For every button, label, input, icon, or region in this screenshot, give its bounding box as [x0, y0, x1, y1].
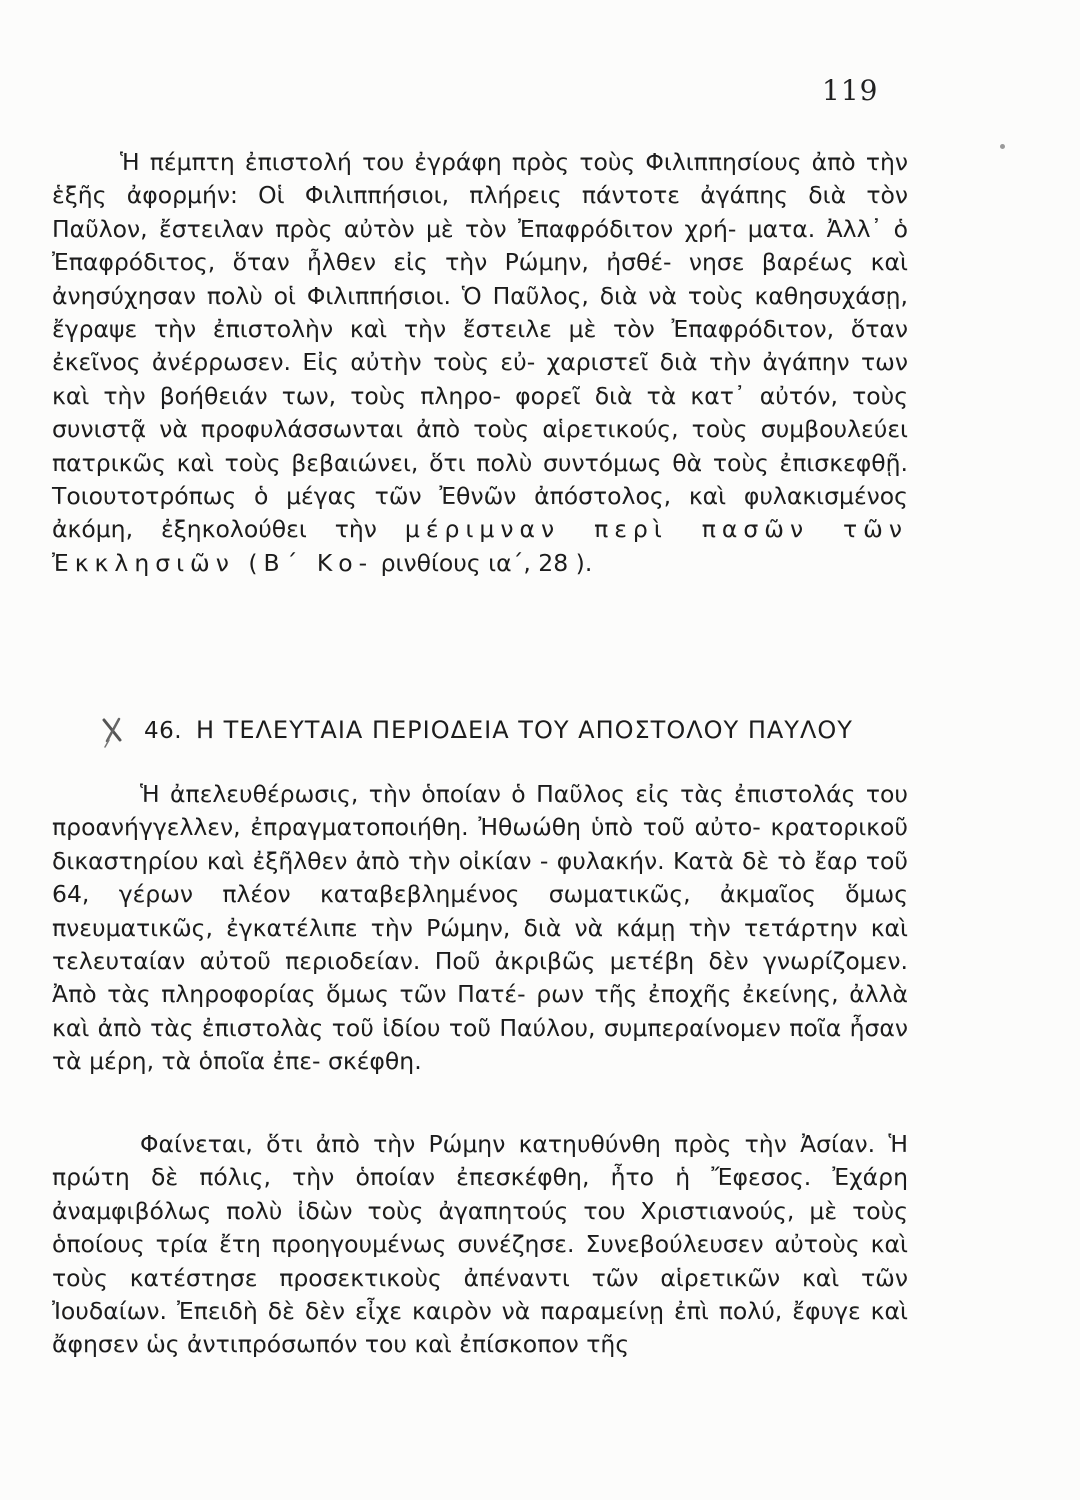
text-line: Κατὰ δὲ τὸ ἔαρ τοῦ 64, γέρων πλέον καταβεβλημένος σωματικῶς, — [52, 846, 908, 909]
section-title: Η ΤΕΛΕΥΤΑΙΑ ΠΕΡΙΟΔΕΙΑ ΤΟΥ ΑΠΟΣΤΟΛΟΥ ΠΑΥΛΟΥ — [196, 716, 853, 744]
text-line: νησε βαρέως καὶ ἀνησύχησαν πολὺ οἱ Φιλιππήσιοι. Ὁ Παῦλος, — [52, 248, 908, 310]
text-line: σκέφθη. — [327, 1047, 422, 1076]
text-line: τὴν τετάρτην καὶ τελευταίαν αὐτοῦ περιοδείαν. Ποῦ ἀκριβῶς — [52, 913, 908, 976]
paragraph-journey-asia — [52, 1128, 908, 1362]
text-line: ρινθίους ια΄, 28 ). — [380, 548, 593, 577]
text-line: τῶν Ἐθνῶν ἀπόστολος, καὶ φυλακισμένος ἀκόμη, ἐξηκολούθει τὴν — [52, 482, 908, 544]
text-line: ἀπὸ τὴν ἑξῆς ἀφορμήν: Οἱ Φιλιππήσιοι, πλήρεις πάντοτε ἀγάπης — [52, 148, 908, 210]
text-line: Φαίνεται, ὅτι ἀπὸ τὴν Ρώμην κατηυθύνθη πρὸς τὴν Ἀσίαν. — [140, 1130, 876, 1158]
text-line: αὐτοὺς καὶ τοὺς κατέστησε προσεκτικοὺς ἀπέναντι τῶν αἱρετικῶν — [52, 1230, 908, 1292]
text-line: του προανήγγελλεν, ἐπραγματοποιήθη. Ἠθωώθη ὑπὸ τοῦ αὐτο- — [52, 780, 908, 842]
spaced-text-line: μέριμναν περὶ πασῶν τῶν Ἐκκλησιῶν (Β΄ Κο- — [52, 515, 908, 577]
text-line: ἀναμφιβόλως πολὺ ἰδὼν τοὺς ἀγαπητούς του Χριστιανούς, μὲ — [52, 1196, 838, 1225]
text-line: διὰ τὸν Παῦλον, ἔστειλαν πρὸς αὐτὸν μὲ τὸν Ἐπαφρόδιτον χρή- — [52, 181, 908, 243]
text-line: μὲ τὸν Ἐπαφρόδιτον, ὅταν ἐκεῖνος ἀνέρρωσεν. Εἰς αὐτὴν τοὺς εὐ- — [52, 315, 908, 377]
text-line: ἀκμαῖος ὅμως πνευματικῶς, ἐγκατέλιπε τὴν Ρώμην, διὰ νὰ κάμῃ — [52, 880, 908, 942]
handwritten-x-mark-icon — [100, 714, 126, 748]
text-line: χαριστεῖ διὰ τὴν ἀγάπην των καὶ τὴν βοήθειάν των, τοὺς πληρο- — [52, 348, 908, 410]
text-line: μετέβη δὲν γνωρίζομεν. Ἀπὸ τὰς πληροφορίας ὅμως τῶν Πατέ- — [52, 947, 908, 1009]
section-number: 46. — [144, 718, 183, 744]
text-line: Ἡ πρώτη δὲ πόλις, τὴν ὁποίαν ἐπεσκέφθη, ἦτο ἡ Ἔφεσος. Ἐχάρη — [52, 1130, 908, 1192]
text-line: διὰ νὰ τοὺς καθησυχάσῃ, ἔγραψε τὴν ἐπιστολὴν καὶ τὴν ἔστειλε — [52, 281, 908, 344]
paragraph-release — [52, 778, 908, 1079]
text-line: ματα. Ἀλλ᾽ ὁ Ἐπαφρόδιτος, ὅταν ἦλθεν εἰς τὴν Ρώμην, ἠσθέ- — [52, 214, 908, 277]
paragraph-epistle-philippians — [52, 146, 908, 580]
text-line: ὅτι πολὺ συντόμως θὰ τοὺς ἐπισκεφθῇ. Τοιουτοτρόπως ὁ μέγας — [52, 448, 909, 511]
text-line: τοὺς αἱρετικούς, τοὺς συμβουλεύει πατρικῶς καὶ τοὺς βεβαιώνει, — [52, 415, 908, 477]
text-line: Ἡ ἀπελευθέρωσις, τὴν ὁποίαν ὁ Παῦλος εἰς τὰς ἐπιστολάς — [140, 780, 856, 808]
text-line: καὶ τῶν Ἰουδαίων. Ἐπειδὴ δὲ δὲν εἶχε καιρὸν νὰ παραμείνῃ ἐπὶ — [52, 1263, 908, 1326]
text-line: φορεῖ διὰ τὰ κατ᾽ αὐτόν, τοὺς συνιστᾷ νὰ προφυλάσσωνται ἀπὸ — [52, 381, 908, 444]
page-number: 119 — [822, 74, 879, 107]
text-line: ρων τῆς ἐποχῆς ἐκείνης, ἀλλὰ καὶ ἀπὸ τὰς ἐπιστολὰς τοῦ ἰδίου — [52, 980, 908, 1042]
text-line: πολύ, ἔφυγε καὶ ἄφησεν ὡς ἀντιπρόσωπόν του καὶ ἐπίσκοπον τῆς — [52, 1297, 908, 1359]
text-line: τοῦ Παύλου, συμπεραίνομεν ποῖα ἦσαν τὰ μέρη, τὰ ὁποῖα ἐπε- — [52, 1013, 908, 1076]
section-heading — [100, 710, 900, 750]
text-line: τοὺς ὁποίους τρία ἔτη προηγουμένως συνέζησε. Συνεβούλευσεν — [52, 1196, 908, 1259]
text-line: κρατορικοῦ δικαστηρίου καὶ ἐξῆλθεν ἀπὸ τὴν οἰκίαν - φυλακήν. — [52, 813, 908, 875]
text-line: Ἡ πέμπτη ἐπιστολή του ἐγράφη πρὸς τοὺς Φιλιππησίους — [120, 148, 802, 176]
paper-speck — [1000, 144, 1005, 149]
